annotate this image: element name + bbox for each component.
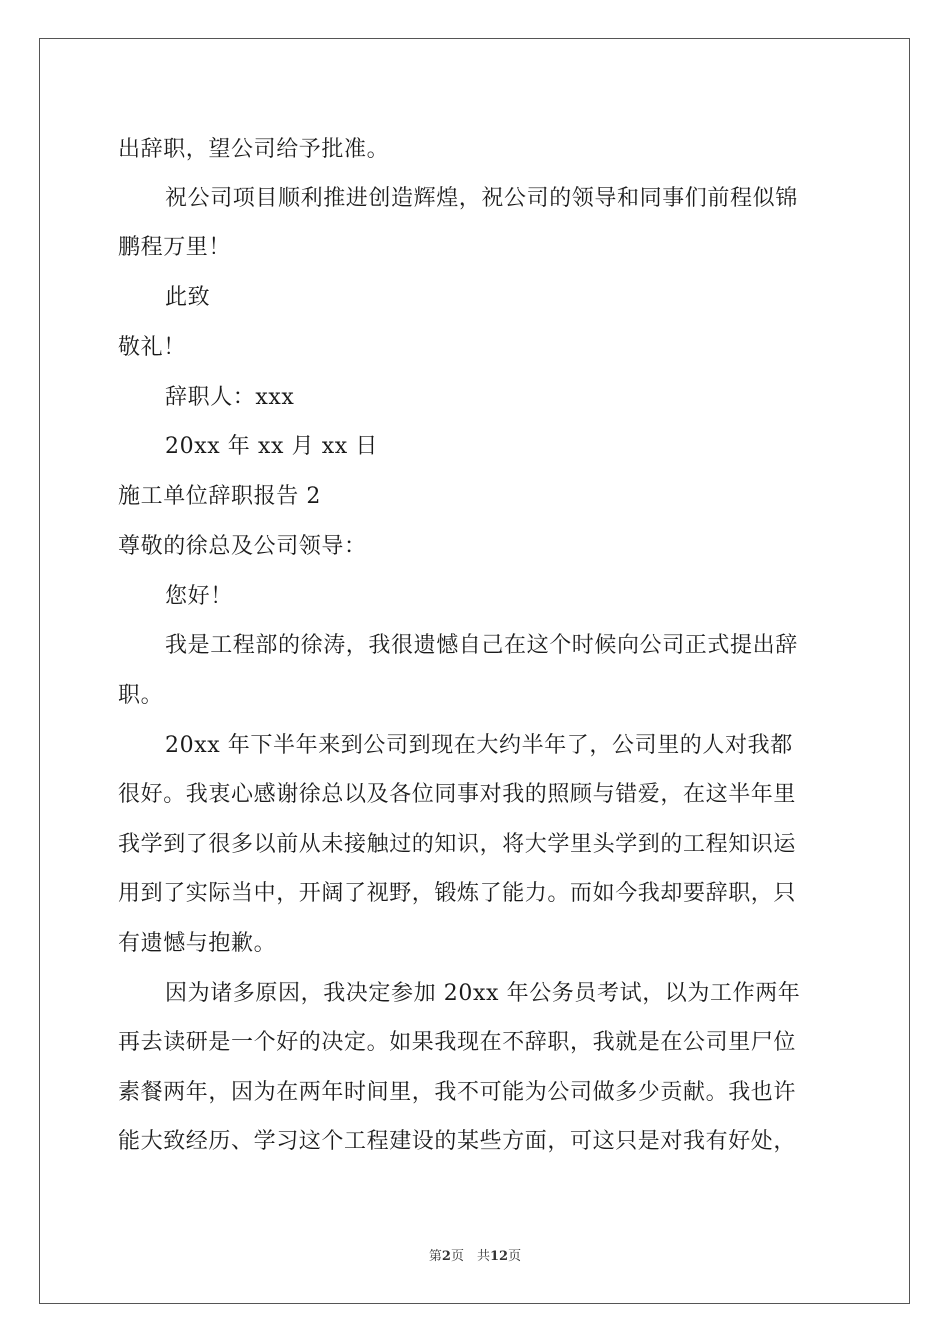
recipient-line: 尊敬的徐总及公司领导： — [118, 534, 367, 559]
footer-suffix: 页 — [508, 1249, 522, 1264]
footer-prefix: 第 — [428, 1249, 442, 1264]
text-line: 很好。我衷心感谢徐总以及各位同事对我的照顾与错爱，在这半年里 — [118, 782, 797, 807]
text-line: 用到了实际当中，开阔了视野，锻炼了能力。而如今我却要辞职，只 — [118, 881, 797, 906]
page-border — [39, 38, 910, 1304]
text-line: 因为诸多原因，我决定参加 20xx 年公务员考试，以为工作两年 — [165, 981, 801, 1006]
current-page-number: 2 — [441, 1249, 451, 1264]
text-line: 能大致经历、学习这个工程建设的某些方面，可这只是对我有好处， — [118, 1129, 797, 1154]
text-line: 祝公司项目顺利推进创造辉煌，祝公司的领导和同事们前程似锦 — [165, 186, 798, 211]
text-line: 职。 — [118, 683, 164, 708]
closing-regards: 敬礼！ — [118, 335, 186, 360]
page-number-footer — [0, 1245, 950, 1264]
text-line: 鹏程万里！ — [118, 235, 232, 260]
text-line: 有遗憾与抱歉。 — [118, 931, 277, 956]
closing-salutation: 此致 — [165, 285, 211, 310]
text-line: 出辞职，望公司给予批准。 — [118, 137, 390, 162]
signature-line: 辞职人：xxx — [165, 385, 295, 410]
text-line: 我学到了很多以前从未接触过的知识，将大学里头学到的工程知识运 — [118, 832, 797, 857]
text-line: 素餐两年，因为在两年时间里，我不可能为公司做多少贡献。我也许 — [118, 1080, 797, 1105]
text-line: 20xx 年下半年来到公司到现在大约半年了，公司里的人对我都 — [165, 733, 793, 758]
date-line: 20xx 年 xx 月 xx 日 — [165, 434, 379, 459]
footer-mid: 页 共 — [450, 1249, 490, 1264]
greeting-line: 您好！ — [165, 584, 233, 609]
section-title: 施工单位辞职报告 2 — [118, 484, 321, 509]
total-page-number: 12 — [489, 1249, 509, 1264]
text-line: 再去读研是一个好的决定。如果我现在不辞职，我就是在公司里尸位 — [118, 1030, 797, 1055]
text-line: 我是工程部的徐涛，我很遗憾自己在这个时候向公司正式提出辞 — [165, 633, 798, 658]
